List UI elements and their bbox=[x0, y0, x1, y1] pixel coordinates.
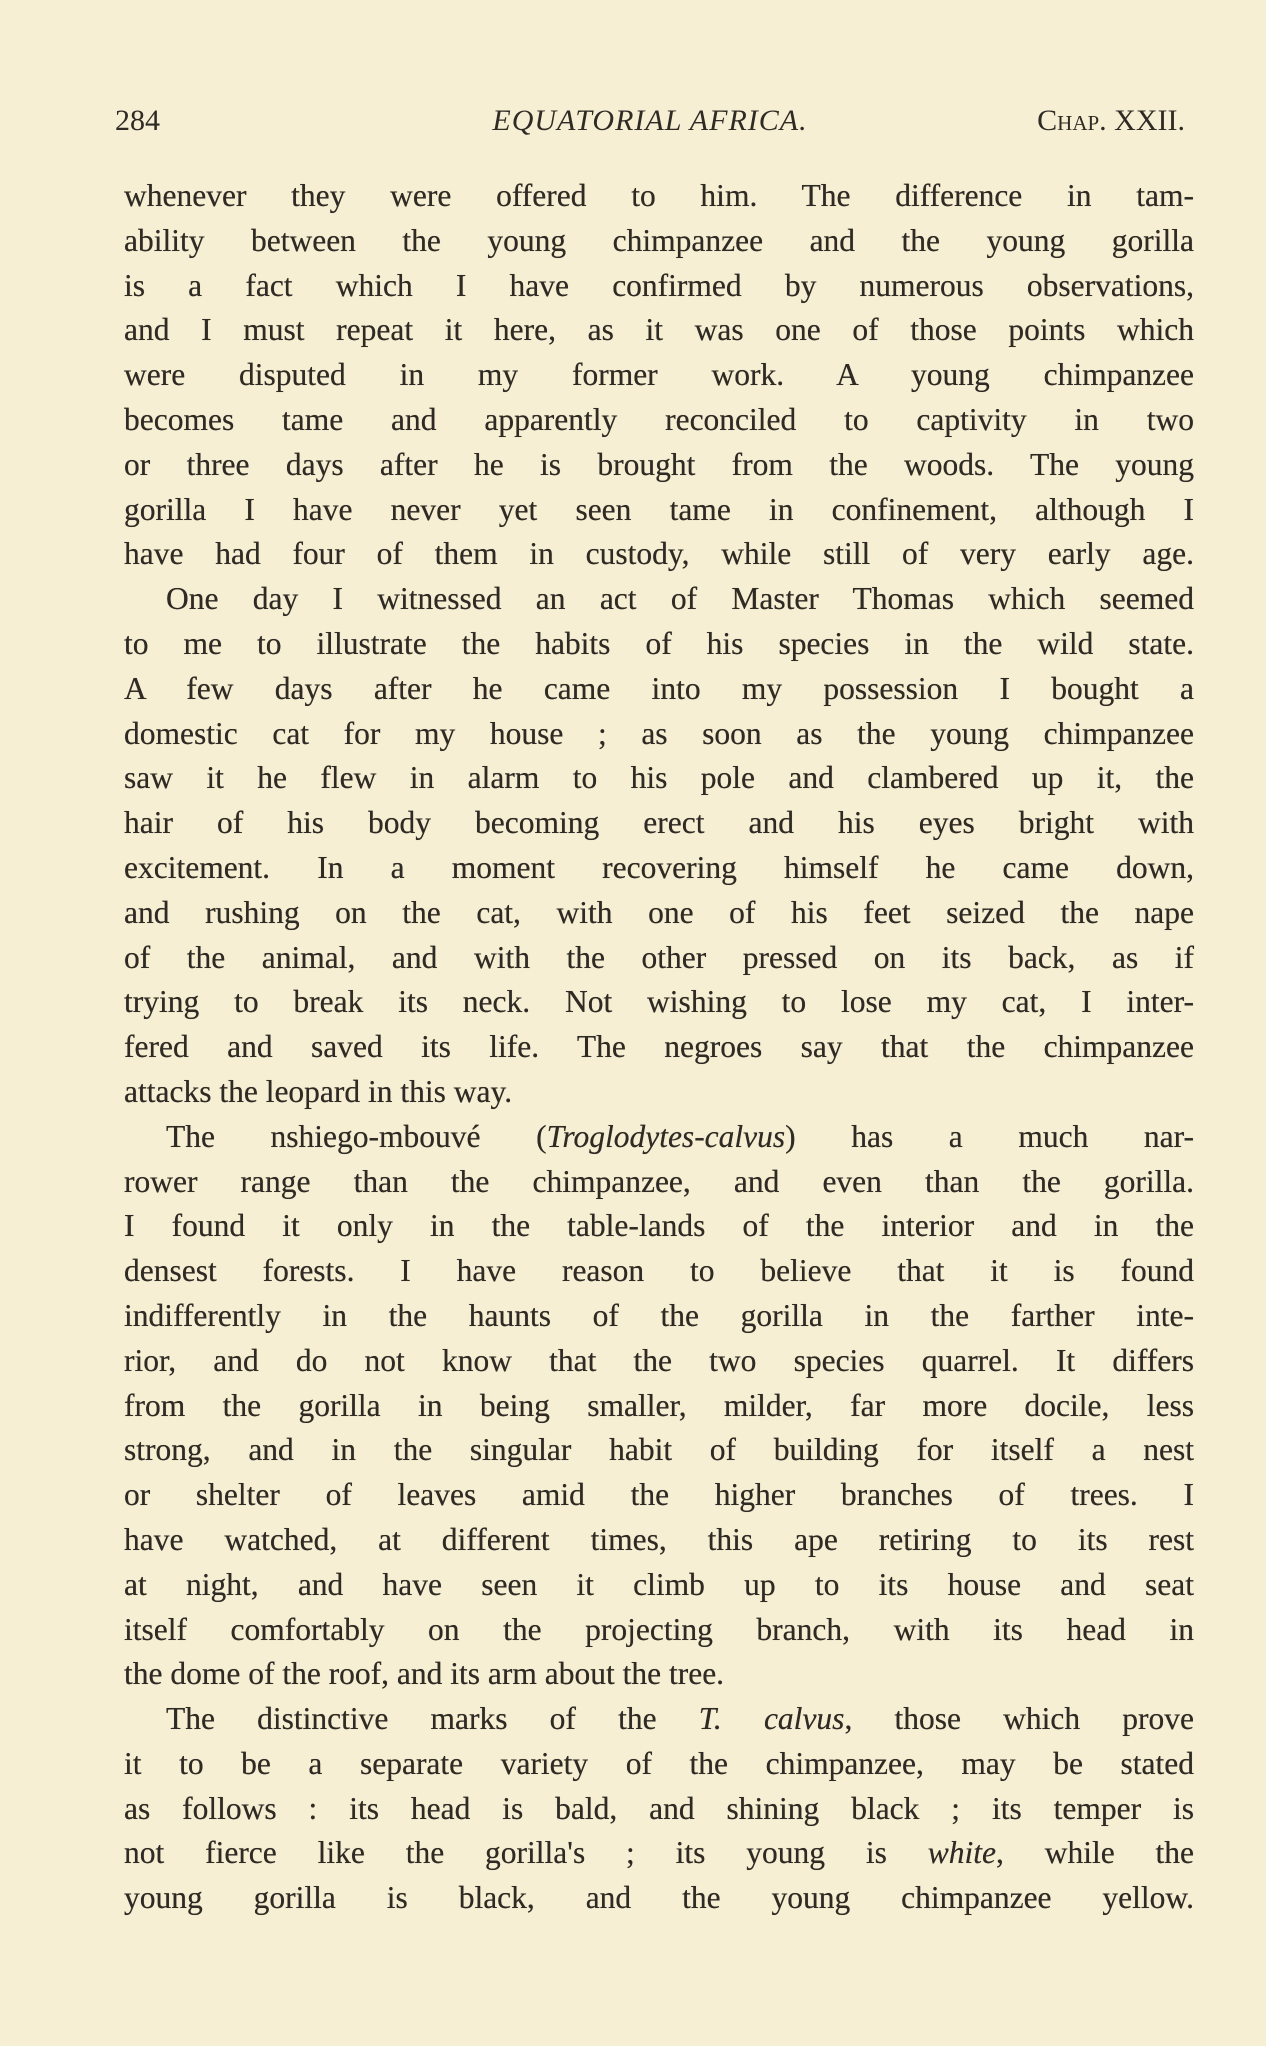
text-segment: attacks the leopard in this way. bbox=[124, 1073, 513, 1109]
text-segment: young gorilla is black, and the young chimpanzee yellow. bbox=[124, 1880, 1194, 1916]
text-line bbox=[124, 1652, 1194, 1697]
text-line bbox=[124, 353, 1194, 398]
text-line bbox=[124, 219, 1194, 264]
text-segment: from the gorilla in being smaller, milder, far more docile, less bbox=[124, 1387, 1194, 1423]
text-line bbox=[124, 577, 1194, 622]
text-line bbox=[124, 1339, 1194, 1384]
text-segment: or three days after he is brought from the woods. The young bbox=[124, 446, 1194, 482]
italic-text: Troglodytes-calvus bbox=[546, 1118, 786, 1154]
text-line bbox=[124, 1518, 1194, 1563]
text-segment: it to be a separate variety of the chimpanzee, may be stated bbox=[124, 1745, 1194, 1781]
text-line bbox=[124, 1697, 1194, 1742]
text-segment: fered and saved its life. The negroes say that the chimpanzee bbox=[124, 1029, 1194, 1065]
text-line bbox=[124, 1563, 1194, 1608]
running-header bbox=[115, 99, 1185, 143]
text-segment: , while the bbox=[995, 1835, 1195, 1871]
running-title: EQUATORIAL AFRICA. bbox=[492, 104, 808, 137]
text-segment: ) has a much nar- bbox=[785, 1118, 1194, 1154]
text-line bbox=[124, 622, 1194, 667]
text-line bbox=[124, 1204, 1194, 1249]
text-line bbox=[124, 443, 1194, 488]
text-segment: the dome of the roof, and its arm about the tree. bbox=[124, 1656, 725, 1692]
text-line bbox=[124, 488, 1194, 533]
text-segment: hair of his body becoming erect and his eyes bright with bbox=[124, 805, 1194, 841]
text-line bbox=[124, 1831, 1194, 1876]
text-line bbox=[124, 1160, 1194, 1205]
text-line bbox=[124, 1473, 1194, 1518]
text-segment: ability between the young chimpanzee and the young gorilla bbox=[124, 222, 1194, 258]
text-line bbox=[124, 1384, 1194, 1429]
text-segment: becomes tame and apparently reconciled to captivity in two bbox=[124, 401, 1194, 437]
text-segment: rior, and do not know that the two species quarrel. It differs bbox=[124, 1342, 1194, 1378]
text-segment: whenever they were offered to him. The difference in tam- bbox=[124, 178, 1194, 213]
text-line bbox=[124, 801, 1194, 846]
text-segment: indifferently in the haunts of the gorilla in the farther inte- bbox=[124, 1297, 1194, 1333]
text-line bbox=[124, 1115, 1194, 1160]
text-line bbox=[124, 1876, 1194, 1921]
text-segment: domestic cat for my house ; as soon as the young chimpanzee bbox=[124, 715, 1194, 751]
text-segment: is a fact which I have confirmed by numerous observations, bbox=[124, 267, 1194, 303]
chapter-label: Chap. XXII. bbox=[1037, 104, 1185, 137]
text-segment: I found it only in the table-lands of the interior and in the bbox=[124, 1208, 1194, 1244]
italic-text: T. calvus bbox=[698, 1701, 845, 1737]
text-line bbox=[124, 891, 1194, 936]
text-line bbox=[124, 712, 1194, 757]
text-line bbox=[124, 174, 1194, 219]
text-segment: trying to break its neck. Not wishing to lose my cat, I inter- bbox=[124, 984, 1194, 1020]
text-segment: The distinctive marks of the bbox=[166, 1701, 699, 1737]
text-line bbox=[124, 1294, 1194, 1339]
text-segment: not fierce like the gorilla's ; its young is bbox=[124, 1835, 928, 1871]
text-line bbox=[124, 1742, 1194, 1787]
text-line bbox=[124, 667, 1194, 712]
page-number: 284 bbox=[115, 104, 160, 137]
text-segment: saw it he flew in alarm to his pole and clambered up it, the bbox=[124, 760, 1194, 796]
text-segment: , those which prove bbox=[844, 1701, 1195, 1737]
text-line bbox=[124, 756, 1194, 801]
text-segment: and rushing on the cat, with one of his feet seized the nape bbox=[124, 894, 1194, 930]
text-segment: as follows : its head is bald, and shining black ; its temper is bbox=[124, 1790, 1194, 1826]
text-segment: rower range than the chimpanzee, and even than the gorilla. bbox=[124, 1163, 1194, 1199]
italic-text: white bbox=[927, 1835, 996, 1871]
text-segment: The nshiego-mbouvé ( bbox=[166, 1118, 547, 1154]
text-line bbox=[124, 308, 1194, 353]
text-line bbox=[124, 1249, 1194, 1294]
text-segment: have watched, at different times, this ape retiring to its rest bbox=[124, 1521, 1194, 1557]
text-line bbox=[124, 980, 1194, 1025]
text-segment: and I must repeat it here, as it was one of those points which bbox=[124, 312, 1194, 348]
text-segment: or shelter of leaves amid the higher branches of trees. I bbox=[124, 1477, 1194, 1513]
text-segment: of the animal, and with the other pressed on its back, as if bbox=[124, 939, 1194, 975]
text-line bbox=[124, 1787, 1194, 1832]
text-line bbox=[124, 1608, 1194, 1653]
text-segment: were disputed in my former work. A young chimpanzee bbox=[124, 357, 1194, 393]
text-segment: gorilla I have never yet seen tame in confinement, although I bbox=[124, 491, 1194, 527]
text-segment: excitement. In a moment recovering himself he came down, bbox=[124, 849, 1194, 885]
text-line bbox=[124, 264, 1194, 309]
text-line bbox=[124, 1428, 1194, 1473]
text-segment: A few days after he came into my possession I bought a bbox=[124, 670, 1194, 706]
text-line bbox=[124, 398, 1194, 443]
text-line bbox=[124, 846, 1194, 891]
text-line bbox=[124, 936, 1194, 981]
text-segment: have had four of them in custody, while still of very early age. bbox=[124, 536, 1194, 572]
text-segment: at night, and have seen it climb up to its house and seat bbox=[124, 1566, 1194, 1602]
body-text bbox=[124, 174, 1194, 1921]
text-segment: strong, and in the singular habit of building for itself a nest bbox=[124, 1432, 1194, 1468]
text-segment: to me to illustrate the habits of his species in the wild state. bbox=[124, 625, 1194, 661]
text-line bbox=[124, 1025, 1194, 1070]
text-line bbox=[124, 1070, 1194, 1115]
text-segment: One day I witnessed an act of Master Thomas which seemed bbox=[166, 581, 1194, 617]
text-segment: itself comfortably on the projecting branch, with its head in bbox=[124, 1611, 1194, 1647]
text-segment: densest forests. I have reason to believe that it is found bbox=[124, 1253, 1194, 1289]
text-line bbox=[124, 532, 1194, 577]
